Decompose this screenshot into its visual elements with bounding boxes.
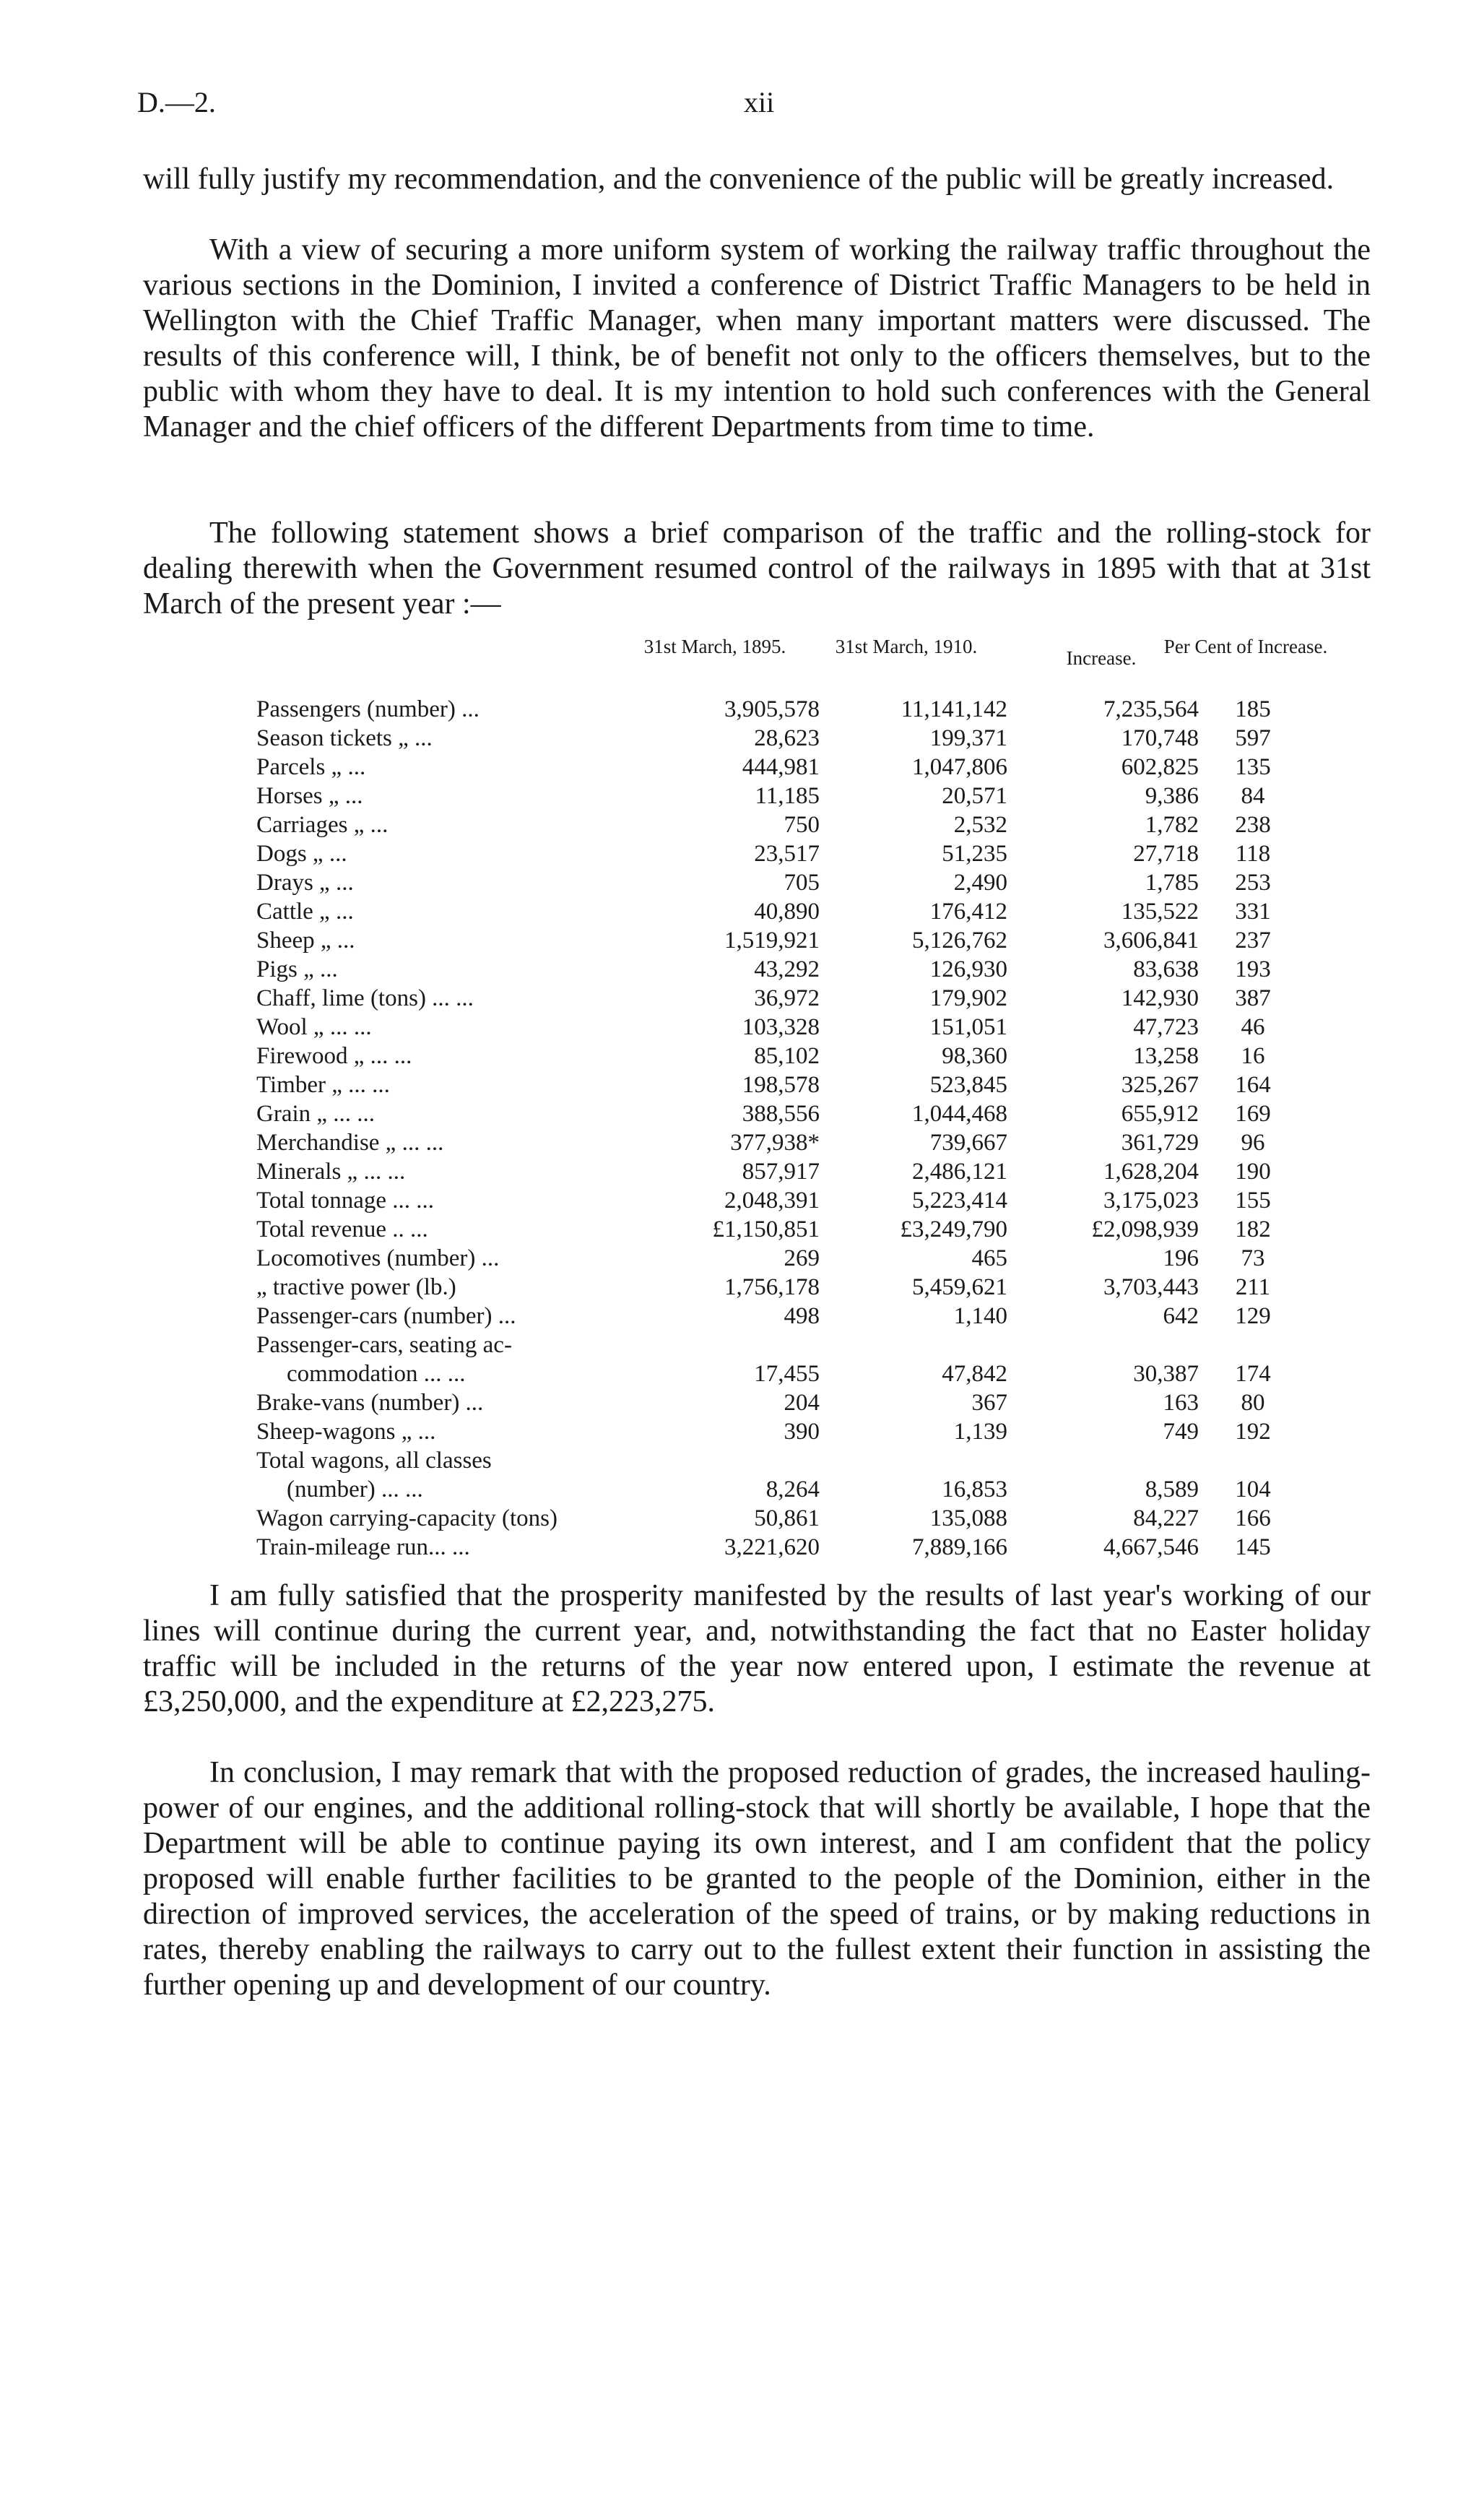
table-row — [256, 1302, 1311, 1331]
table-row — [256, 984, 1311, 1013]
cell-percent: 597 — [1235, 725, 1271, 751]
cell-1895: 388,556 — [742, 1101, 820, 1127]
table-row — [256, 1186, 1311, 1215]
cell-percent: 387 — [1235, 985, 1271, 1011]
table-row — [256, 1446, 1311, 1504]
cell-1895: 23,517 — [754, 841, 820, 867]
row-label: Merchandise „ ... ... — [256, 1130, 444, 1156]
paragraph-revenue-estimate: I am fully satisfied that the prosperity manifested by the results of last year's working of our lines will continue during the current year, and, notwithstanding the fact that no Easter holiday traffic will be included in the returns of the year now entered upon, I estimate the revenue at £3,250,000, and the expenditure at £2,223,275. — [143, 1579, 1371, 1718]
cell-1895: 50,861 — [754, 1505, 820, 1531]
row-label-continued: (number) ... ... — [287, 1476, 423, 1502]
cell-increase: 4,667,546 — [1103, 1534, 1199, 1560]
cell-increase: 27,718 — [1133, 841, 1199, 867]
cell-1910: 1,047,806 — [912, 754, 1007, 780]
cell-1895: 750 — [784, 812, 820, 838]
cell-1910: 2,532 — [953, 812, 1007, 838]
cell-1910: £3,249,790 — [900, 1216, 1007, 1242]
report-reference: D.—2. — [137, 86, 216, 118]
col-header-1895: 31st March, 1895. — [643, 636, 786, 657]
row-label: Horses „ ... — [256, 783, 363, 809]
cell-increase: £2,098,939 — [1091, 1216, 1199, 1242]
cell-increase: 1,628,204 — [1103, 1159, 1199, 1185]
cell-1895: 17,455 — [754, 1361, 820, 1387]
cell-1895: 103,328 — [742, 1014, 820, 1040]
table-row — [256, 1215, 1311, 1244]
cell-percent: 104 — [1235, 1476, 1271, 1502]
cell-1910: 5,126,762 — [912, 927, 1007, 954]
table-row — [256, 955, 1311, 984]
cell-1910: 16,853 — [942, 1476, 1007, 1502]
cell-percent: 135 — [1235, 754, 1271, 780]
cell-1910: 98,360 — [942, 1043, 1007, 1069]
cell-increase: 602,825 — [1121, 754, 1199, 780]
row-label: Chaff, lime (tons) ... ... — [256, 985, 474, 1011]
cell-1895: 198,578 — [742, 1072, 820, 1098]
cell-1895: £1,150,851 — [712, 1216, 820, 1242]
cell-increase: 84,227 — [1133, 1505, 1199, 1531]
cell-percent: 192 — [1235, 1419, 1271, 1445]
cell-percent: 193 — [1235, 956, 1271, 982]
cell-increase: 7,235,564 — [1103, 696, 1199, 722]
cell-1895: 36,972 — [754, 985, 820, 1011]
cell-1895: 85,102 — [754, 1043, 820, 1069]
cell-increase: 3,175,023 — [1103, 1188, 1199, 1214]
cell-percent: 164 — [1235, 1072, 1271, 1098]
cell-1895: 3,905,578 — [724, 696, 820, 722]
cell-percent: 169 — [1235, 1101, 1271, 1127]
cell-1910: 2,486,121 — [912, 1159, 1007, 1185]
row-label: Sheep-wagons „ ... — [256, 1419, 436, 1445]
table-row — [256, 695, 1311, 724]
row-label: Grain „ ... ... — [256, 1101, 376, 1127]
cell-percent: 118 — [1235, 841, 1271, 867]
cell-increase: 642 — [1163, 1303, 1199, 1329]
table-row — [256, 1388, 1311, 1417]
col-header-increase: Increase. — [1066, 647, 1137, 669]
table-row — [256, 1071, 1311, 1099]
row-label: Locomotives (number) ... — [256, 1245, 500, 1271]
row-label: Timber „ ... ... — [256, 1072, 390, 1098]
cell-increase: 142,930 — [1121, 985, 1199, 1011]
cell-percent: 174 — [1235, 1361, 1271, 1387]
table-row — [256, 1504, 1311, 1533]
cell-increase: 135,522 — [1121, 899, 1199, 925]
cell-1895: 11,185 — [755, 783, 820, 809]
cell-percent: 155 — [1235, 1188, 1271, 1214]
cell-1910: 51,235 — [942, 841, 1007, 867]
cell-percent: 182 — [1235, 1216, 1271, 1242]
table-row — [256, 897, 1311, 926]
row-label: Passenger-cars (number) ... — [256, 1303, 516, 1329]
table-row — [256, 1042, 1311, 1071]
cell-increase: 8,589 — [1145, 1476, 1199, 1502]
row-label: Carriages „ ... — [256, 812, 389, 838]
row-label: Passengers (number) ... — [256, 696, 480, 722]
cell-increase: 170,748 — [1121, 725, 1199, 751]
cell-1895: 1,756,178 — [724, 1274, 820, 1300]
cell-percent: 16 — [1241, 1043, 1265, 1069]
cell-percent: 331 — [1235, 899, 1271, 925]
row-label-continued: commodation ... ... — [287, 1361, 466, 1387]
cell-increase: 83,638 — [1133, 956, 1199, 982]
cell-percent: 80 — [1241, 1390, 1265, 1416]
cell-increase: 196 — [1163, 1245, 1199, 1271]
table-row — [256, 1013, 1311, 1042]
cell-1910: 1,139 — [953, 1419, 1007, 1445]
table-row — [256, 1099, 1311, 1128]
table-row — [256, 753, 1311, 782]
row-label: Brake-vans (number) ... — [256, 1390, 484, 1416]
cell-percent: 166 — [1235, 1505, 1271, 1531]
row-label: Season tickets „ ... — [256, 725, 433, 751]
table-row — [256, 1157, 1311, 1186]
paragraph-conclusion: In conclusion, I may remark that with the proposed reduction of grades, the increased hauling-power of our engines, and the additional rolling-stock that will shortly be available, I hope that the Department will be able to continue paying its own interest, and I am confident that the policy proposed will enable further facilities to be granted to the people of the Dominion, either in the direction of improved services, the acceleration of the speed of trains, or by making reductions in rates, thereby enabling the railways to carry out to the fullest extent their function in assisting the further opening up and development of our country. — [143, 1756, 1371, 2002]
col-header-1910: 31st March, 1910. — [835, 636, 978, 657]
cell-increase: 47,723 — [1133, 1014, 1199, 1040]
row-label: Drays „ ... — [256, 870, 354, 896]
row-label: Firewood „ ... ... — [256, 1043, 412, 1069]
table-row — [256, 1331, 1311, 1388]
cell-1895: 498 — [784, 1303, 820, 1329]
cell-increase: 655,912 — [1121, 1101, 1199, 1127]
cell-percent: 238 — [1235, 812, 1271, 838]
cell-1910: 523,845 — [929, 1072, 1007, 1098]
row-label: Cattle „ ... — [256, 899, 354, 925]
table-header — [256, 636, 1328, 695]
cell-increase: 1,785 — [1145, 870, 1199, 896]
row-label: Sheep „ ... — [256, 927, 355, 954]
table-row — [256, 1128, 1311, 1157]
table-row — [256, 839, 1311, 868]
cell-percent: 253 — [1235, 870, 1271, 896]
row-label: Total wagons, all classes — [256, 1448, 492, 1474]
table-row — [256, 1533, 1311, 1562]
cell-increase: 361,729 — [1121, 1130, 1199, 1156]
cell-1895: 2,048,391 — [724, 1188, 820, 1214]
paragraph-conference: With a view of securing a more uniform system of working the railway traffic throughout the various sections in the Dominion, I invited a conference of District Traffic Managers to be held in Wellington with the Chief Traffic Manager, when many important matters were discussed. The results of this conference will, I think, be of benefit not only to the officers themselves, but to the public with whom they have to deal. It is my intention to hold such conferences with the General Manager and the chief officers of the different Departments from time to time. — [143, 233, 1371, 444]
cell-1910: 11,141,142 — [901, 696, 1007, 722]
table-row — [256, 868, 1311, 897]
cell-percent: 129 — [1235, 1303, 1271, 1329]
cell-1895: 857,917 — [742, 1159, 820, 1185]
table-row — [256, 1273, 1311, 1302]
cell-increase: 3,606,841 — [1103, 927, 1199, 954]
cell-increase: 325,267 — [1121, 1072, 1199, 1098]
cell-1895: 40,890 — [754, 899, 820, 925]
table-row — [256, 782, 1311, 810]
cell-1895: 444,981 — [742, 754, 820, 780]
cell-increase: 1,782 — [1145, 812, 1199, 838]
cell-1910: 2,490 — [953, 870, 1007, 896]
table-row — [256, 810, 1311, 839]
cell-1910: 7,889,166 — [912, 1534, 1007, 1560]
cell-percent: 73 — [1241, 1245, 1265, 1271]
cell-increase: 9,386 — [1145, 783, 1199, 809]
cell-1895: 705 — [784, 870, 820, 896]
cell-1910: 179,902 — [929, 985, 1007, 1011]
cell-1910: 126,930 — [929, 956, 1007, 982]
cell-1895: 204 — [784, 1390, 820, 1416]
cell-percent: 211 — [1235, 1274, 1271, 1300]
cell-percent: 237 — [1235, 927, 1271, 954]
row-label: „ tractive power (lb.) — [256, 1274, 456, 1300]
comparison-table — [256, 636, 1328, 1562]
row-label: Passenger-cars, seating ac- — [256, 1332, 512, 1358]
paragraph-statement-intro: The following statement shows a brief comparison of the traffic and the rolling-stock for dealing therewith when the Government resumed control of the railways in 1895 with that at 31st March of the present year :— — [143, 516, 1371, 620]
col-header-percent: Per Cent of Increase. — [1163, 636, 1328, 657]
row-label: Pigs „ ... — [256, 956, 338, 982]
cell-percent: 96 — [1241, 1130, 1265, 1156]
table-body — [256, 695, 1311, 1562]
paragraph-continued: will fully justify my recommendation, and the convenience of the public will be greatly increased. — [143, 163, 1335, 196]
page-header — [137, 85, 1372, 129]
cell-1910: 1,044,468 — [912, 1101, 1007, 1127]
cell-1895: 8,264 — [765, 1476, 820, 1502]
row-label: Dogs „ ... — [256, 841, 347, 867]
cell-1910: 739,667 — [929, 1130, 1007, 1156]
cell-increase: 13,258 — [1133, 1043, 1199, 1069]
cell-percent: 145 — [1235, 1534, 1271, 1560]
row-label: Wool „ ... ... — [256, 1014, 372, 1040]
page-number: xii — [744, 86, 775, 118]
cell-increase: 3,703,443 — [1103, 1274, 1199, 1300]
cell-1910: 20,571 — [942, 783, 1007, 809]
table-row — [256, 1244, 1311, 1273]
table-row — [256, 926, 1311, 955]
cell-1910: 199,371 — [929, 725, 1007, 751]
cell-percent: 84 — [1241, 783, 1265, 809]
row-label: Minerals „ ... ... — [256, 1159, 406, 1185]
table-row — [256, 724, 1311, 753]
row-label: Total revenue .. ... — [256, 1216, 428, 1242]
row-label: Wagon carrying-capacity (tons) — [256, 1505, 557, 1531]
cell-1910: 367 — [971, 1390, 1007, 1416]
cell-increase: 749 — [1163, 1419, 1199, 1445]
cell-percent: 190 — [1235, 1159, 1271, 1185]
cell-increase: 30,387 — [1133, 1361, 1199, 1387]
cell-percent: 46 — [1241, 1014, 1265, 1040]
cell-1895: 28,623 — [754, 725, 820, 751]
cell-1910: 135,088 — [929, 1505, 1007, 1531]
cell-1895: 269 — [784, 1245, 820, 1271]
cell-1895: 390 — [784, 1419, 820, 1445]
cell-1895: 377,938* — [730, 1130, 820, 1156]
row-label: Train-mileage run... ... — [256, 1534, 470, 1560]
row-label: Parcels „ ... — [256, 754, 366, 780]
cell-1910: 47,842 — [942, 1361, 1007, 1387]
row-label: Total tonnage ... ... — [256, 1188, 435, 1214]
cell-1910: 1,140 — [953, 1303, 1007, 1329]
cell-1910: 5,223,414 — [912, 1188, 1007, 1214]
cell-increase: 163 — [1163, 1390, 1199, 1416]
cell-1910: 5,459,621 — [912, 1274, 1007, 1300]
cell-1910: 151,051 — [929, 1014, 1007, 1040]
cell-1910: 465 — [971, 1245, 1007, 1271]
cell-1895: 3,221,620 — [724, 1534, 820, 1560]
table-row — [256, 1417, 1311, 1446]
cell-1895: 43,292 — [754, 956, 820, 982]
cell-1895: 1,519,921 — [724, 927, 820, 954]
cell-percent: 185 — [1235, 696, 1271, 722]
cell-1910: 176,412 — [929, 899, 1007, 925]
